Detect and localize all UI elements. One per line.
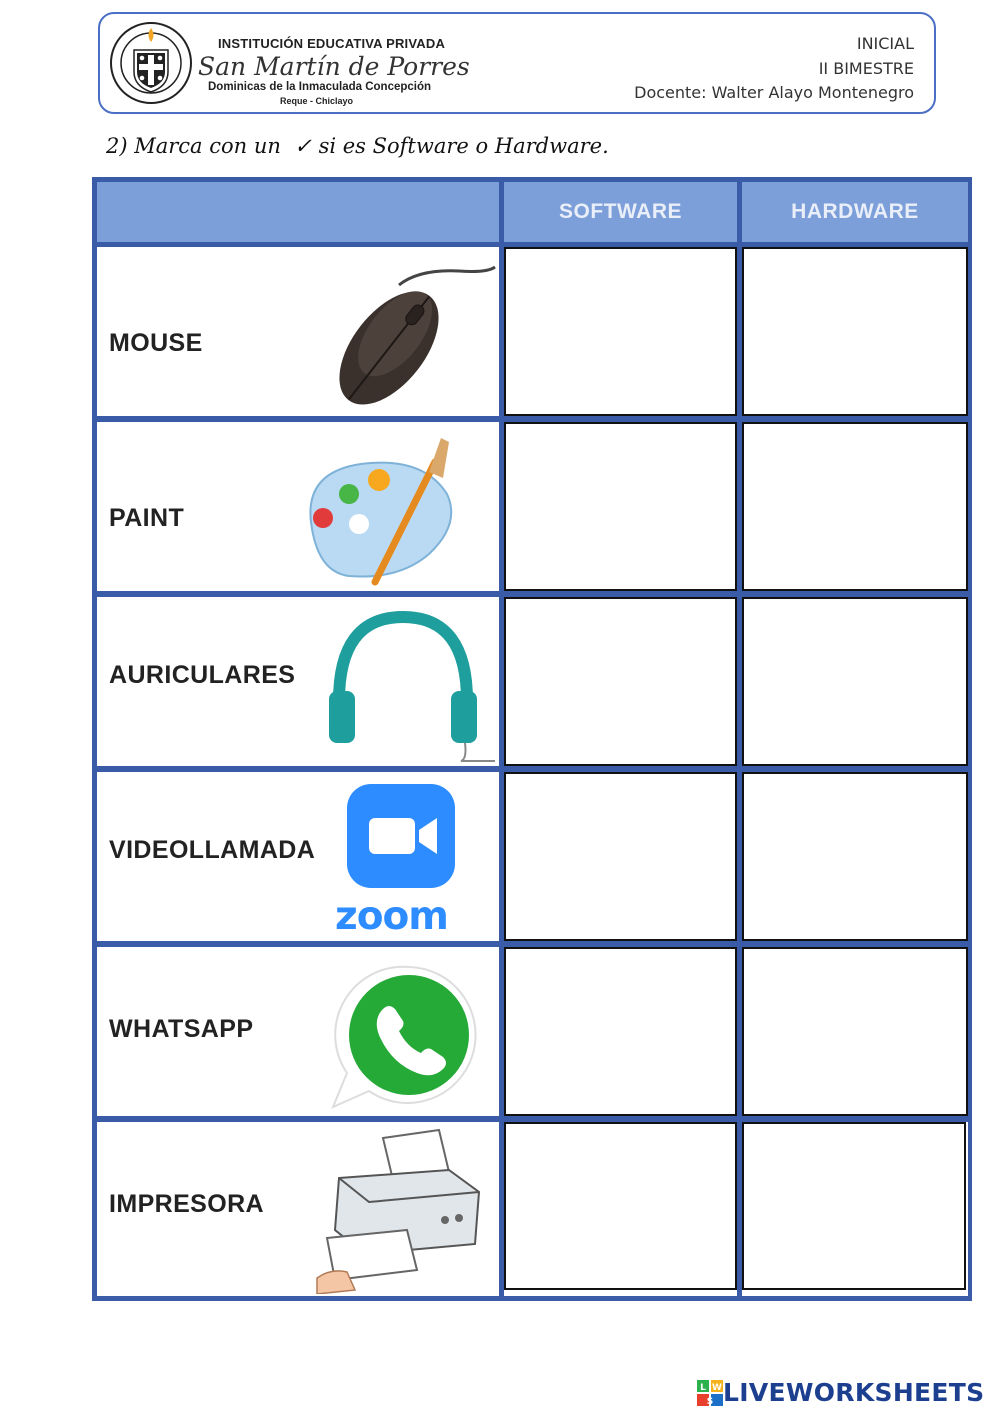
hardware-checkbox-videollamada[interactable] (742, 772, 968, 941)
table-row (97, 947, 499, 1116)
software-checkbox-videollamada[interactable] (504, 772, 737, 941)
institution-name: San Martín de Porres (198, 52, 470, 81)
table-row (97, 422, 499, 591)
printer-icon (313, 1128, 493, 1294)
liveworksheets-mark-icon (697, 1380, 723, 1406)
mark-letter-l: L (700, 1382, 706, 1393)
table-row (97, 1122, 499, 1296)
software-answer-cell (504, 947, 737, 1116)
hardware-checkbox-mouse[interactable] (742, 247, 968, 416)
term-text: II BIMESTRE (818, 58, 914, 78)
whatsapp-icon (327, 961, 491, 1111)
liveworksheets-text: LIVEWORKSHEETS (723, 1378, 985, 1407)
item-label-auriculares: AURICULARES (109, 661, 296, 689)
hardware-checkbox-auriculares[interactable] (742, 597, 968, 766)
software-answer-cell (504, 247, 737, 416)
school-crest-icon (108, 20, 194, 106)
mouse-icon (319, 263, 497, 413)
paint-palette-icon (297, 432, 457, 590)
software-answer-cell (504, 597, 737, 766)
classification-table (92, 177, 972, 1301)
hardware-answer-cell (742, 247, 968, 416)
instruction-after: si es Software o Hardware. (318, 134, 609, 158)
table-header-hardware: HARDWARE (742, 182, 968, 242)
check-mark-icon: ✓ (294, 134, 312, 158)
item-label-paint: PAINT (109, 504, 185, 532)
congregation-name: Dominicas de la Inmaculada Concepción (208, 81, 432, 93)
instruction-before: 2) Marca con un (106, 134, 281, 158)
table-header-item (97, 182, 499, 242)
headphones-icon (325, 611, 497, 766)
item-label-whatsapp: WHATSAPP (109, 1015, 254, 1043)
hardware-answer-cell (742, 772, 968, 941)
school-header (98, 12, 936, 114)
zoom-logo-text: zoom (335, 894, 448, 939)
software-answer-cell (504, 1122, 737, 1296)
teacher-text: Docente: Walter Alayo Montenegro (634, 83, 914, 102)
software-checkbox-impresora[interactable] (504, 1122, 737, 1290)
institution-type: INSTITUCIÓN EDUCATIVA PRIVADA (218, 36, 446, 51)
institution-location: Reque - Chiclayo (280, 96, 354, 106)
software-answer-cell (504, 772, 737, 941)
table-row (97, 772, 499, 941)
hardware-checkbox-whatsapp[interactable] (742, 947, 968, 1116)
hardware-answer-cell (742, 597, 968, 766)
course-info (634, 32, 914, 106)
liveworksheets-logo (697, 1378, 984, 1407)
software-answer-cell (504, 422, 737, 591)
item-label-videollamada: VIDEOLLAMADA (109, 836, 316, 864)
item-label-mouse: MOUSE (109, 329, 203, 357)
level-text: INICIAL (856, 34, 914, 53)
mark-letter-w: W (712, 1382, 722, 1393)
hardware-answer-cell (742, 947, 968, 1116)
software-checkbox-whatsapp[interactable] (504, 947, 737, 1116)
table-row (97, 247, 499, 416)
software-checkbox-auriculares[interactable] (504, 597, 737, 766)
hardware-checkbox-impresora[interactable] (742, 1122, 966, 1290)
software-checkbox-paint[interactable] (504, 422, 737, 591)
software-checkbox-mouse[interactable] (504, 247, 737, 416)
table-row (97, 597, 499, 766)
mark-letter-s: S (706, 1396, 714, 1406)
zoom-icon (347, 784, 455, 888)
hardware-answer-cell (742, 1122, 968, 1296)
hardware-checkbox-paint[interactable] (742, 422, 968, 591)
hardware-answer-cell (742, 422, 968, 591)
table-header-software: SOFTWARE (504, 182, 737, 242)
instruction-text (106, 134, 609, 158)
item-label-impresora: IMPRESORA (109, 1190, 265, 1218)
